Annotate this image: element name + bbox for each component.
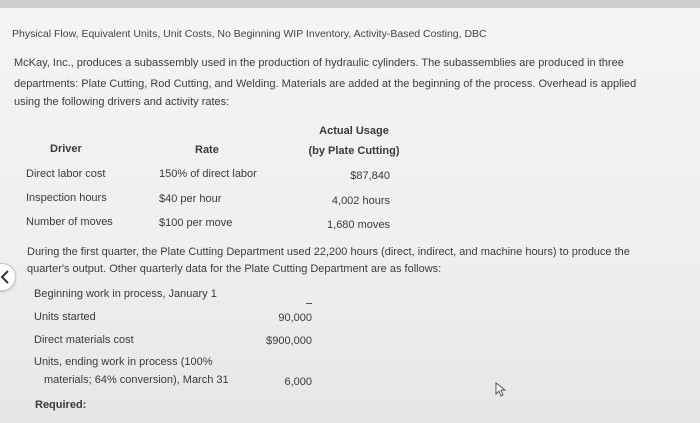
- label-beginning-wip: Beginning work in process, January 1: [34, 288, 217, 300]
- value-ending-wip: 6,000: [284, 376, 312, 388]
- row-rate-moves: $100 per move: [159, 217, 233, 229]
- label-units-started: Units started: [34, 311, 96, 323]
- row-rate-inspection: $40 per hour: [159, 193, 222, 205]
- label-direct-materials: Direct materials cost: [34, 334, 134, 346]
- required-label: Required:: [35, 399, 87, 411]
- row-usage-direct-labor: $87,840: [350, 170, 390, 182]
- back-button[interactable]: [0, 263, 16, 291]
- row-usage-moves: 1,680 moves: [327, 219, 390, 231]
- header-by-plate-cutting: (by Plate Cutting): [308, 145, 400, 157]
- value-units-started: 90,000: [278, 312, 312, 324]
- quarter-line-1: During the first quarter, the Plate Cutting Department used 22,200 hours (direct, indirect, and machine hours) to produce the: [27, 246, 630, 258]
- intro-line-1: McKay, Inc., produces a subassembly used in the production of hydraulic cylinders. The subassemblies are produced in three: [14, 57, 624, 69]
- value-direct-materials: $900,000: [266, 335, 312, 347]
- value-beginning-wip-dash: [306, 303, 312, 304]
- row-usage-inspection: 4,002 hours: [331, 195, 390, 207]
- problem-title: Physical Flow, Equivalent Units, Unit Costs, No Beginning WIP Inventory, Activity-Based Costing, DBC: [12, 28, 487, 40]
- header-rate: Rate: [195, 144, 219, 156]
- intro-line-2: departments: Plate Cutting, Rod Cutting, and Welding. Materials are added at the beginning of the process. Overhead is applied: [14, 78, 637, 90]
- intro-line-3: using the following drivers and activity rates:: [14, 96, 230, 108]
- header-actual-usage: Actual Usage: [319, 125, 389, 137]
- row-driver-moves: Number of moves: [26, 216, 113, 228]
- chevron-left-icon: [0, 270, 10, 284]
- problem-page: [0, 8, 700, 423]
- row-driver-inspection: Inspection hours: [26, 192, 107, 204]
- label-ending-wip-line-2: materials; 64% conversion), March 31: [44, 374, 229, 386]
- row-rate-direct-labor: 150% of direct labor: [159, 168, 257, 180]
- label-ending-wip-line-1: Units, ending work in process (100%: [34, 356, 213, 368]
- quarter-line-2: quarter's output. Other quarterly data for the Plate Cutting Department are as follows:: [27, 263, 442, 275]
- row-driver-direct-labor: Direct labor cost: [26, 168, 106, 180]
- header-driver: Driver: [50, 143, 82, 155]
- mouse-cursor-icon: [494, 382, 508, 398]
- top-bar: [0, 0, 700, 8]
